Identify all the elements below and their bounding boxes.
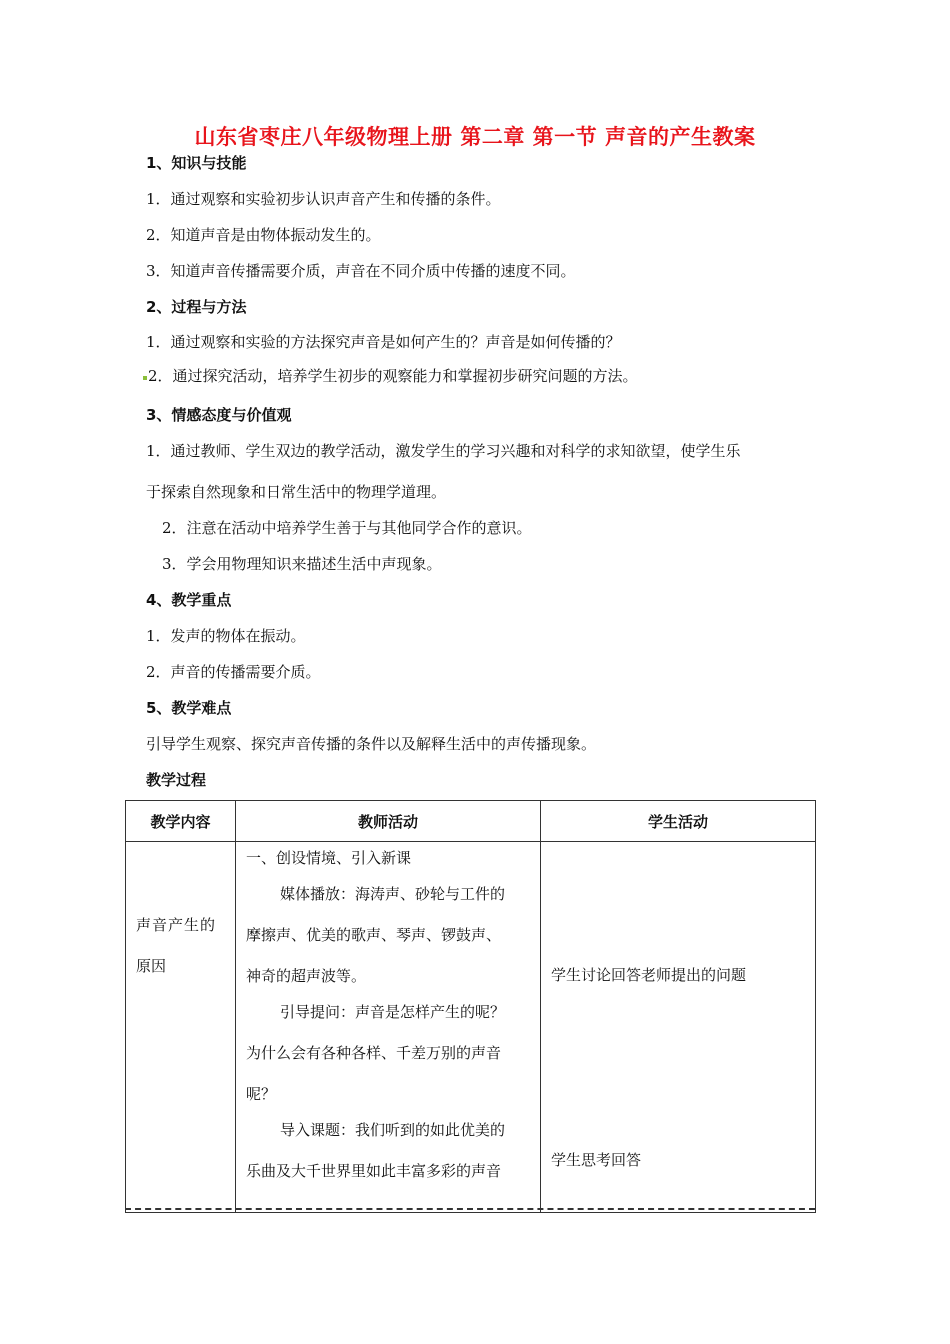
s1-item-1: 1．通过观察和实验初步认识声音产生和传播的条件。 bbox=[146, 190, 501, 208]
document-title: 山东省枣庄八年级物理上册 第二章 第一节 声音的产生教案 bbox=[194, 125, 756, 149]
teacher-line-2: 媒体播放：海涛声、砂轮与工件的 bbox=[280, 885, 506, 903]
section-1-heading: 1、知识与技能 bbox=[146, 154, 247, 172]
content-line-2: 原因 bbox=[136, 957, 167, 975]
section-2-heading: 2、过程与方法 bbox=[146, 298, 247, 316]
s3-item-2: 2．注意在活动中培养学生善于与其他同学合作的意识。 bbox=[162, 519, 532, 537]
header-content: 教学内容 bbox=[126, 801, 236, 842]
student-activity-2: 学生思考回答 bbox=[551, 1151, 642, 1169]
section-4-heading: 4、教学重点 bbox=[146, 591, 232, 609]
student-cell bbox=[541, 842, 816, 1213]
teacher-line-9: 乐曲及大千世界里如此丰富多彩的声音 bbox=[246, 1162, 502, 1180]
table-row bbox=[126, 842, 816, 1213]
header-student: 学生活动 bbox=[541, 801, 816, 842]
s3-item-3: 3．学会用物理知识来描述生活中声现象。 bbox=[162, 555, 442, 573]
header-teacher: 教师活动 bbox=[236, 801, 541, 842]
s1-item-2: 2．知道声音是由物体振动发生的。 bbox=[146, 226, 381, 244]
process-table bbox=[125, 800, 816, 1213]
teacher-cell bbox=[236, 842, 541, 1213]
teacher-line-5: 引导提问：声音是怎样产生的呢？ bbox=[280, 1003, 506, 1021]
teacher-line-4: 神奇的超声波等。 bbox=[246, 967, 367, 985]
s2-item-2: 2．通过探究活动，培养学生初步的观察能力和掌握初步研究问题的方法。 bbox=[148, 367, 638, 385]
marker-dot bbox=[143, 376, 147, 380]
s1-item-3: 3．知道声音传播需要介质，声音在不同介质中传播的速度不同。 bbox=[146, 262, 576, 280]
teacher-line-7: 呢？ bbox=[246, 1085, 277, 1103]
page-break-line bbox=[125, 1208, 815, 1210]
s2-item-1: 1．通过观察和实验的方法探究声音是如何产生的？声音是如何传播的？ bbox=[146, 333, 621, 351]
table-header-row bbox=[126, 801, 816, 842]
teacher-line-6: 为什么会有各种各样、千差万别的声音 bbox=[246, 1044, 502, 1062]
teacher-line-3: 摩擦声、优美的歌声、琴声、锣鼓声、 bbox=[246, 926, 502, 944]
s4-item-1: 1．发声的物体在振动。 bbox=[146, 627, 306, 645]
student-activity-1: 学生讨论回答老师提出的问题 bbox=[551, 966, 747, 984]
s4-item-2: 2．声音的传播需要介质。 bbox=[146, 663, 321, 681]
section-3-heading: 3、情感态度与价值观 bbox=[146, 406, 292, 424]
content-line-1: 声音产生的 bbox=[136, 916, 217, 934]
section-5-heading: 5、教学难点 bbox=[146, 699, 232, 717]
s3-item-1-line-1: 1．通过教师、学生双边的教学活动，激发学生的学习兴趣和对科学的求知欲望，使学生乐 bbox=[146, 442, 741, 460]
s3-item-1-line-2: 于探索自然现象和日常生活中的物理学道理。 bbox=[146, 483, 447, 501]
teacher-line-8: 导入课题：我们听到的如此优美的 bbox=[280, 1121, 506, 1139]
teacher-line-1: 一、创设情境、引入新课 bbox=[246, 849, 412, 867]
process-heading: 教学过程 bbox=[146, 771, 207, 789]
s5-text: 引导学生观察、探究声音传播的条件以及解释生活中的声传播现象。 bbox=[146, 735, 597, 753]
content-cell bbox=[126, 842, 236, 1213]
